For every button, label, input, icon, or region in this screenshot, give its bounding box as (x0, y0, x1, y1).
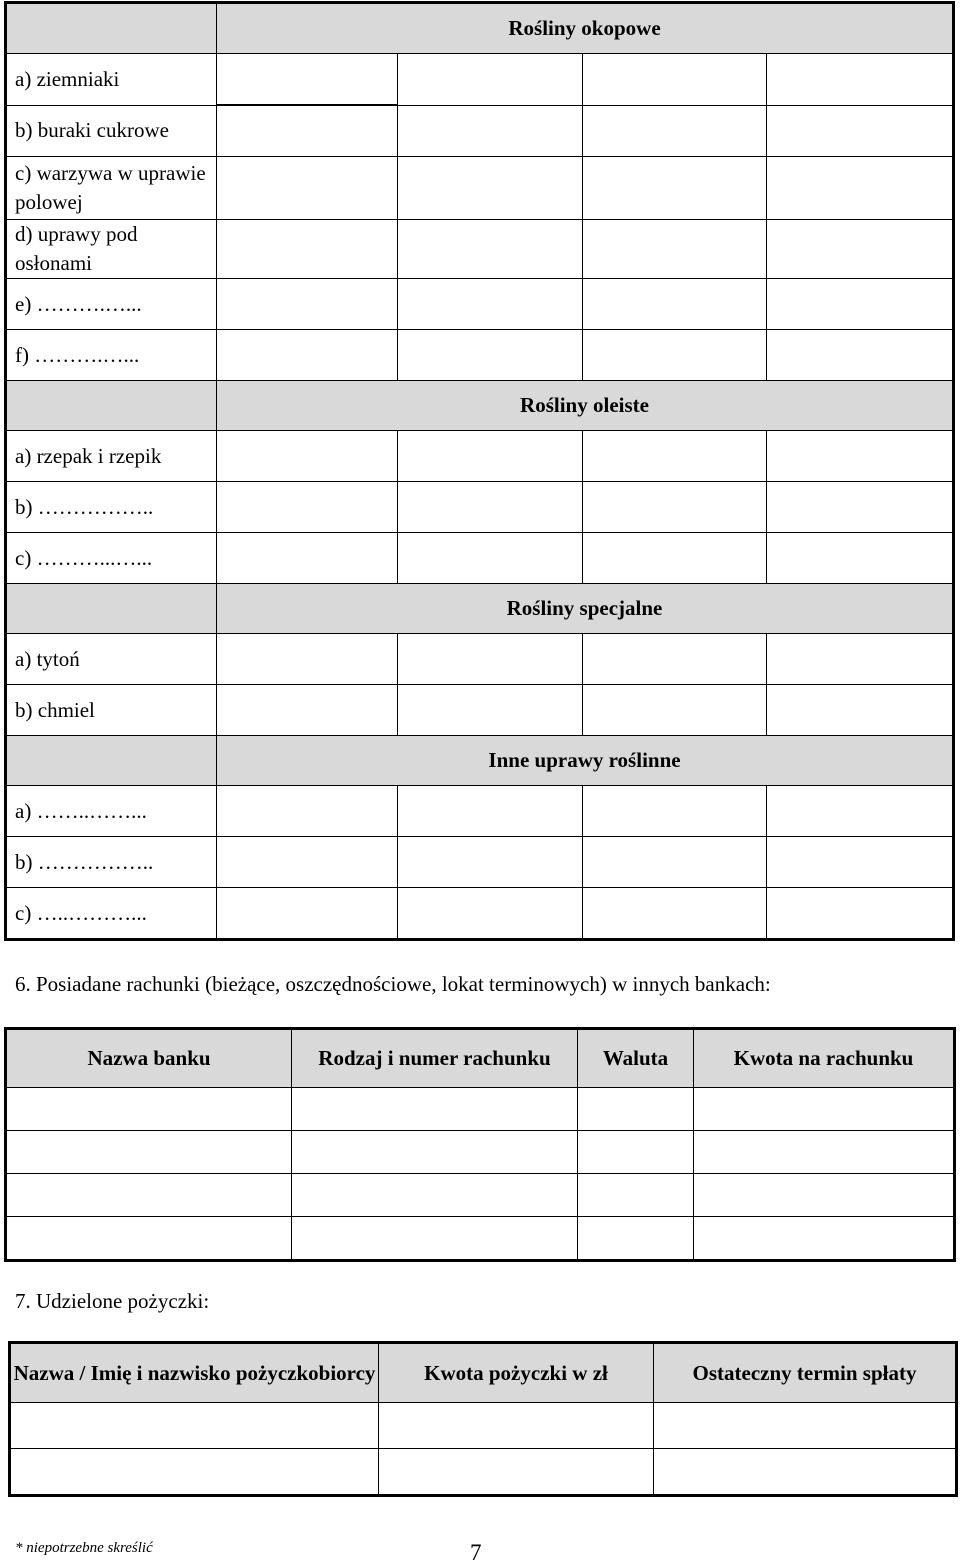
crop-label: a) ……..……... (6, 786, 217, 837)
input-cell[interactable] (767, 634, 954, 685)
table-row (6, 1088, 955, 1131)
crop-label: d) uprawy pod osłonami (6, 220, 217, 279)
input-cell[interactable] (583, 431, 767, 482)
section-okopowe: Rośliny okopowe (217, 3, 954, 54)
input-cell[interactable] (767, 685, 954, 736)
col-header-currency: Waluta (578, 1029, 694, 1088)
input-cell[interactable] (292, 1131, 578, 1174)
loans-table (8, 1341, 958, 1497)
bank-accounts-table (4, 1027, 956, 1262)
input-cell[interactable] (578, 1088, 694, 1131)
crop-label: a) ziemniaki (6, 54, 217, 106)
input-cell[interactable] (767, 837, 954, 888)
input-cell[interactable] (217, 786, 398, 837)
input-cell[interactable] (583, 888, 767, 940)
col-header-bank-name: Nazwa banku (6, 1029, 292, 1088)
input-cell[interactable] (6, 1174, 292, 1217)
crop-label: c) …..………... (6, 888, 217, 940)
input-cell[interactable] (583, 533, 767, 584)
input-cell[interactable] (398, 837, 583, 888)
input-cell[interactable] (398, 157, 583, 220)
input-cell[interactable] (398, 105, 583, 157)
input-cell[interactable] (217, 634, 398, 685)
crops-table (4, 1, 955, 941)
input-cell[interactable] (398, 786, 583, 837)
section-specjalne: Rośliny specjalne (217, 584, 954, 634)
input-cell[interactable] (217, 157, 398, 220)
input-cell[interactable] (6, 1088, 292, 1131)
crop-label: a) rzepak i rzepik (6, 431, 217, 482)
input-cell[interactable] (292, 1217, 578, 1261)
input-cell[interactable] (398, 54, 583, 106)
input-cell[interactable] (767, 786, 954, 837)
input-cell[interactable] (217, 54, 398, 106)
input-cell[interactable] (767, 888, 954, 940)
input-cell[interactable] (767, 431, 954, 482)
footnote: * niepotrzebne skreślić (15, 1540, 153, 1556)
input-cell[interactable] (398, 888, 583, 940)
input-cell[interactable] (398, 330, 583, 381)
input-cell[interactable] (767, 279, 954, 330)
input-cell[interactable] (654, 1403, 957, 1449)
input-cell[interactable] (694, 1217, 955, 1261)
input-cell[interactable] (578, 1131, 694, 1174)
crop-label: c) warzywa w uprawie polowej (6, 157, 217, 220)
crop-label: b) …………….. (6, 482, 217, 533)
crop-label: c) ………...…... (6, 533, 217, 584)
table-row (6, 1131, 955, 1174)
crop-label: b) chmiel (6, 685, 217, 736)
input-cell[interactable] (398, 634, 583, 685)
input-cell[interactable] (217, 482, 398, 533)
input-cell[interactable] (292, 1088, 578, 1131)
input-cell[interactable] (767, 105, 954, 157)
crop-label: e) ……….…... (6, 279, 217, 330)
crop-label: f) ……….…... (6, 330, 217, 381)
input-cell[interactable] (217, 837, 398, 888)
section-oleiste: Rośliny oleiste (217, 381, 954, 431)
input-cell[interactable] (694, 1131, 955, 1174)
col-header-repayment-date: Ostateczny termin spłaty (654, 1343, 957, 1403)
input-cell[interactable] (583, 157, 767, 220)
input-cell[interactable] (583, 105, 767, 157)
input-cell[interactable] (767, 220, 954, 279)
crop-label: b) buraki cukrowe (6, 105, 217, 157)
input-cell[interactable] (694, 1088, 955, 1131)
input-cell[interactable] (694, 1174, 955, 1217)
input-cell[interactable] (6, 1217, 292, 1261)
input-cell[interactable] (578, 1174, 694, 1217)
input-cell[interactable] (583, 634, 767, 685)
input-cell[interactable] (583, 330, 767, 381)
input-cell[interactable] (398, 533, 583, 584)
col-header-borrower: Nazwa / Imię i nazwisko pożyczkobiorcy (10, 1343, 379, 1403)
input-cell[interactable] (398, 482, 583, 533)
input-cell[interactable] (583, 54, 767, 106)
input-cell[interactable] (583, 279, 767, 330)
col-header-loan-amount: Kwota pożyczki w zł (379, 1343, 654, 1403)
table-row (10, 1449, 957, 1496)
col-header-amount: Kwota na rachunku (694, 1029, 955, 1088)
input-cell[interactable] (217, 105, 398, 157)
input-cell[interactable] (217, 330, 398, 381)
input-cell[interactable] (217, 220, 398, 279)
input-cell[interactable] (654, 1449, 957, 1496)
input-cell[interactable] (767, 533, 954, 584)
input-cell[interactable] (583, 482, 767, 533)
input-cell[interactable] (379, 1449, 654, 1496)
input-cell[interactable] (217, 533, 398, 584)
crop-label: a) tytoń (6, 634, 217, 685)
input-cell[interactable] (10, 1449, 379, 1496)
input-cell[interactable] (217, 431, 398, 482)
section6-heading: 6. Posiadane rachunki (bieżące, oszczędnościowe, lokat terminowych) w innych bankach: (15, 972, 771, 996)
input-cell[interactable] (578, 1217, 694, 1261)
section7-heading: 7. Udzielone pożyczki: (15, 1289, 210, 1313)
input-cell[interactable] (292, 1174, 578, 1217)
input-cell[interactable] (217, 279, 398, 330)
input-cell[interactable] (217, 888, 398, 940)
input-cell[interactable] (767, 330, 954, 381)
input-cell[interactable] (583, 837, 767, 888)
page-number: 7 (470, 1540, 482, 1565)
section-inne: Inne uprawy roślinne (217, 736, 954, 786)
crop-label: b) …………….. (6, 837, 217, 888)
col-header-account-type: Rodzaj i numer rachunku (292, 1029, 578, 1088)
input-cell[interactable] (217, 685, 398, 736)
input-cell[interactable] (10, 1403, 379, 1449)
input-cell[interactable] (583, 220, 767, 279)
input-cell[interactable] (583, 685, 767, 736)
input-cell[interactable] (767, 482, 954, 533)
input-cell[interactable] (6, 1131, 292, 1174)
input-cell[interactable] (398, 220, 583, 279)
input-cell[interactable] (379, 1403, 654, 1449)
table-row (10, 1403, 957, 1449)
input-cell[interactable] (583, 786, 767, 837)
table-row (6, 1217, 955, 1261)
input-cell[interactable] (398, 685, 583, 736)
input-cell[interactable] (398, 279, 583, 330)
input-cell[interactable] (767, 157, 954, 220)
table-row (6, 1174, 955, 1217)
input-cell[interactable] (398, 431, 583, 482)
input-cell[interactable] (767, 54, 954, 106)
